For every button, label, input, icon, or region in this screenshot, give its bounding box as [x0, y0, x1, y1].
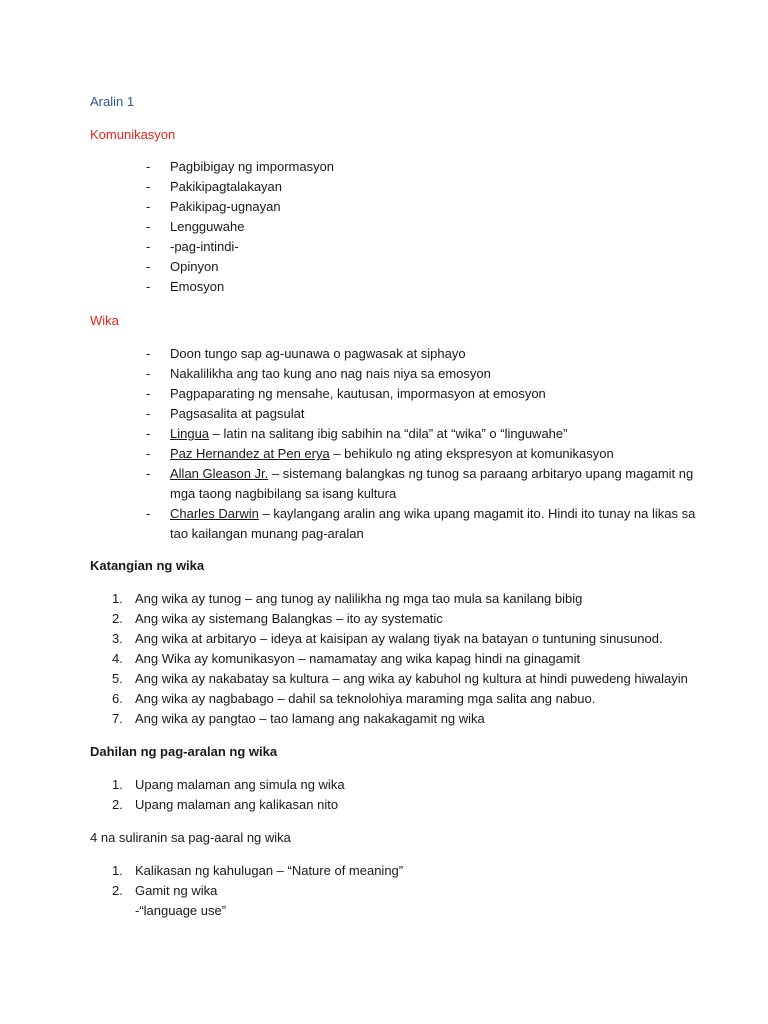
list-item: 2. Gamit ng wika — [112, 883, 218, 898]
definition-term: Paz Hernandez at Pen erya — [170, 446, 330, 461]
section-title-wika: Wika — [90, 313, 119, 328]
list-item: 2. Ang wika ay sistemang Balangkas – ito ay systematic — [112, 611, 443, 626]
list-item: - Emosyon — [146, 279, 225, 294]
list-item: 3. Ang wika at arbitaryo – ideya at kaisipan ay walang tiyak na batayan o tuntuning sinusunod. — [112, 631, 663, 646]
komunikasyon-list — [146, 157, 334, 297]
list-item: - Pakikipag-ugnayan — [146, 199, 281, 214]
dahilan-list — [112, 775, 345, 815]
list-item: - Pakikipagtalakayan — [146, 179, 283, 194]
list-item: - Pagpaparating ng mensahe, kautusan, impormasyon at emosyon — [146, 386, 546, 401]
list-item: 5. Ang wika ay nakabatay sa kultura – ang wika ay kabuhol ng kultura at hindi puwedeng hiwalayin — [112, 671, 688, 686]
definition-term: Lingua — [170, 426, 210, 441]
list-item: - Nakalilikha ang tao kung ano nag nais niya sa emosyon — [146, 366, 491, 381]
list-item: 7. Ang wika ay pangtao – tao lamang ang nakakagamit ng wika — [112, 711, 485, 726]
list-item: 1. Kalikasan ng kahulugan – “Nature of meaning” — [112, 863, 404, 878]
section-title-katangian: Katangian ng wika — [90, 558, 205, 573]
suliranin-list — [112, 861, 403, 921]
list-item: - -pag-intindi- — [146, 239, 239, 254]
wika-list — [146, 344, 695, 544]
definition-item: - Lingua – latin na salitang ibig sabihin na “dila” at “wika” o “linguwahe” — [146, 426, 568, 441]
list-item-note: -“language use” — [135, 903, 227, 918]
definition-term: Allan Gleason Jr. — [170, 466, 269, 481]
katangian-list — [112, 589, 688, 729]
section-title-dahilan: Dahilan ng pag-aralan ng wika — [90, 744, 278, 759]
list-item: 4. Ang Wika ay komunikasyon – namamatay ang wika kapag hindi na ginagamit — [112, 651, 581, 666]
list-item: 6. Ang wika ay nagbabago – dahil sa teknolohiya maraming mga salita ang nabuo. — [112, 691, 596, 706]
list-item: - Opinyon — [146, 259, 219, 274]
list-item: - Pagsasalita at pagsulat — [146, 406, 305, 421]
list-item: 1. Upang malaman ang simula ng wika — [112, 777, 345, 792]
definition-item: - Paz Hernandez at Pen erya – behikulo ng ating ekspresyon at komunikasyon — [146, 446, 614, 461]
lesson-heading: Aralin 1 — [90, 94, 135, 109]
section-title-suliranin: 4 na suliranin sa pag-aaral ng wika — [90, 830, 291, 845]
list-item: 1. Ang wika ay tunog – ang tunog ay nalilikha ng mga tao mula sa kanilang bibig — [112, 591, 583, 606]
definition-item: - Allan Gleason Jr. – sistemang balangkas ng tunog sa paraang arbitaryo upang magamit ng mga taong nagbibilang sa isang kultura — [146, 466, 694, 501]
list-item: - Doon tungo sap ag-uunawa o pagwasak at siphayo — [146, 346, 466, 361]
list-item: - Pagbibigay ng impormasyon — [146, 159, 335, 174]
section-title-komunikasyon: Komunikasyon — [90, 127, 176, 142]
list-item: - Lengguwahe — [146, 219, 245, 234]
definition-term: Charles Darwin — [170, 506, 259, 521]
list-item: 2. Upang malaman ang kalikasan nito — [112, 797, 339, 812]
definition-item: - Charles Darwin – kaylangang aralin ang wika upang magamit ito. Hindi ito tunay na likas sa tao kailangan munang pag-aralan — [146, 506, 696, 541]
